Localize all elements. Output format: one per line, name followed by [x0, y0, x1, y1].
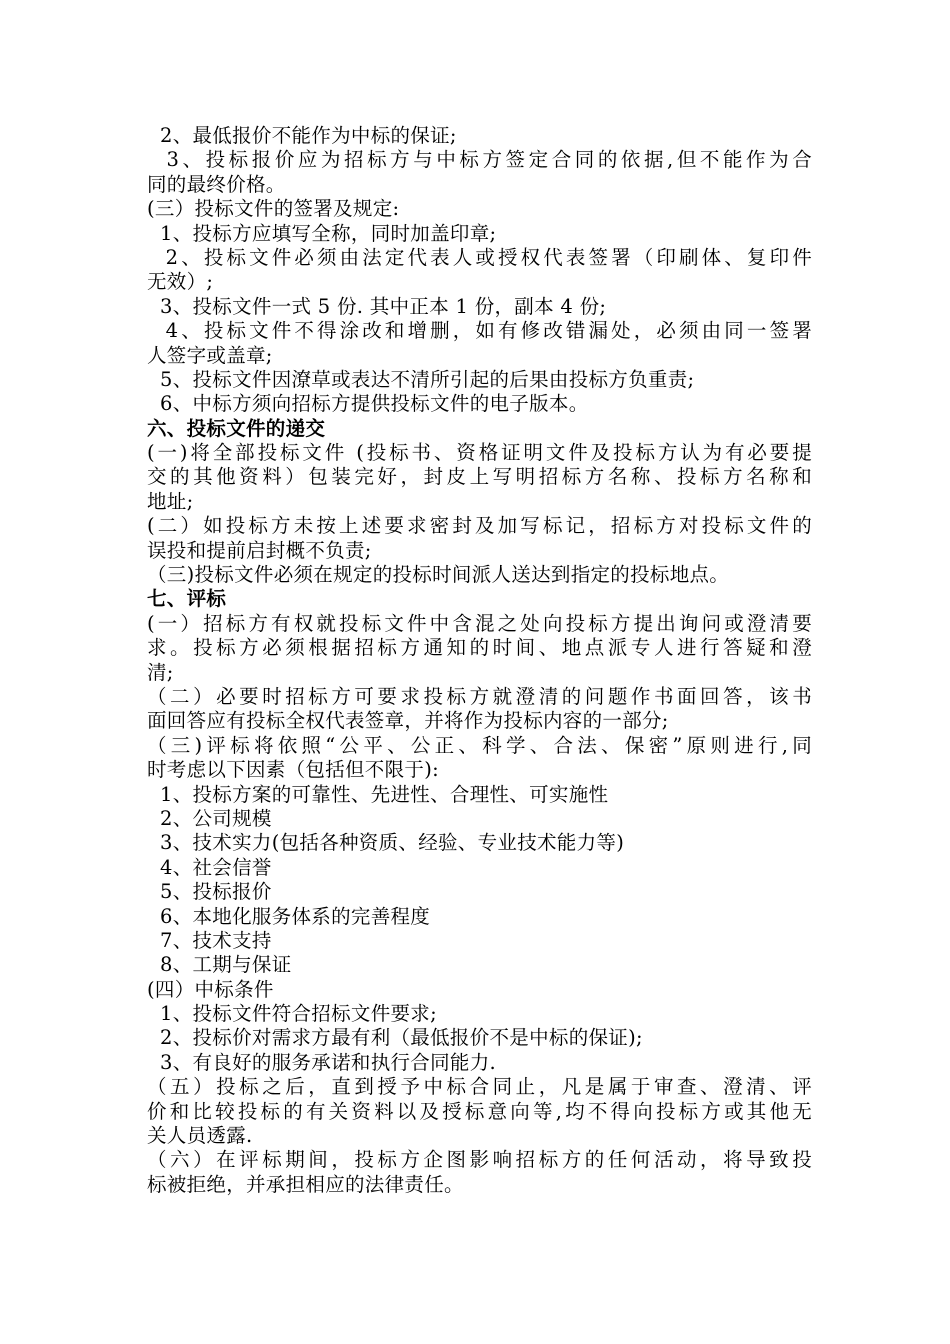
text-line: 价和比较投标的有关资料以及授标意向等,均不得向投标方或其他无	[147, 1099, 812, 1123]
document-body	[147, 124, 812, 1197]
text-line: 2、投标文件必须由法定代表人或授权代表签署（印刷体、复印件	[147, 245, 812, 269]
text-line: (一)将全部投标文件 (投标书、资格证明文件及投标方认为有必要提	[147, 441, 812, 465]
section-heading: 七、评标	[147, 587, 227, 611]
text-line: 5、投标文件因潦草或表达不清所引起的后果由投标方负重责;	[147, 367, 695, 391]
text-line: （二）必要时招标方可要求投标方就澄清的问题作书面回答，该书	[147, 684, 812, 708]
text-line: 面回答应有投标全权代表签章，并将作为投标内容的一部分;	[147, 709, 669, 733]
text-line: 清;	[147, 660, 174, 684]
section-heading: 六、投标文件的递交	[147, 416, 326, 440]
list-item: 5、投标报价	[147, 880, 272, 904]
text-line: （六）在评标期间，投标方企图影响招标方的任何活动，将导致投	[147, 1148, 812, 1172]
text-line: 求。投标方必须根据招标方通知的时间、地点派专人进行答疑和澄	[147, 636, 812, 660]
text-line: 3、投标报价应为招标方与中标方签定合同的依据,但不能作为合	[147, 148, 812, 172]
text-line: 交的其他资料）包装完好，封皮上写明招标方名称、投标方名称和	[147, 465, 812, 489]
text-line: （五）投标之后，直到授予中标合同止，凡是属于审查、澄清、评	[147, 1075, 812, 1099]
text-line: 时考虑以下因素（包括但不限于):	[147, 758, 439, 782]
text-line: (二）如投标方未按上述要求密封及加写标记，招标方对投标文件的	[147, 514, 812, 538]
text-line: 地址;	[147, 489, 194, 513]
list-item: 1、投标文件符合招标文件要求;	[147, 1002, 437, 1026]
list-item: 1、投标方案的可靠性、先进性、合理性、可实施性	[147, 782, 609, 806]
text-line: 人签字或盖章;	[147, 343, 273, 367]
text-line: 6、中标方须向招标方提供投标文件的电子版本。	[147, 392, 589, 416]
text-line: 4、投标文件不得涂改和增删，如有修改错漏处，必须由同一签署	[147, 319, 812, 343]
text-line: 关人员透露.	[147, 1124, 253, 1148]
text-line: （三)评标将依照“公平、公正、科学、合法、保密”原则进行,同	[147, 733, 812, 757]
text-line: （三)投标文件必须在规定的投标时间派人送达到指定的投标地点。	[147, 563, 730, 587]
list-item: 2、投标价对需求方最有利（最低报价不是中标的保证);	[147, 1026, 643, 1050]
text-line: 同的最终价格。	[147, 172, 286, 196]
text-line: 无效）;	[147, 270, 214, 294]
list-item: 3、技术实力(包括各种资质、经验、专业技术能力等)	[147, 831, 625, 855]
text-line: 标被拒绝，并承担相应的法律责任。	[147, 1172, 464, 1196]
text-line: 1、投标方应填写全称，同时加盖印章;	[147, 221, 497, 245]
subsection-heading: (四）中标条件	[147, 977, 274, 1001]
list-item: 2、公司规模	[147, 806, 272, 830]
list-item: 8、工期与保证	[147, 953, 292, 977]
list-item: 6、本地化服务体系的完善程度	[147, 904, 431, 928]
list-item: 3、有良好的服务承诺和执行合同能力.	[147, 1050, 497, 1074]
text-line: (一）招标方有权就投标文件中含混之处向投标方提出询问或澄清要	[147, 611, 812, 635]
list-item: 7、技术支持	[147, 928, 272, 952]
text-line: 2、最低报价不能作为中标的保证;	[147, 124, 457, 147]
text-line: 3、投标文件一式 5 份. 其中正本 1 份，副本 4 份;	[147, 294, 607, 318]
subsection-heading: (三）投标文件的签署及规定:	[147, 197, 400, 221]
list-item: 4、社会信誉	[147, 855, 272, 879]
text-line: 误投和提前启封概不负责;	[147, 538, 372, 562]
